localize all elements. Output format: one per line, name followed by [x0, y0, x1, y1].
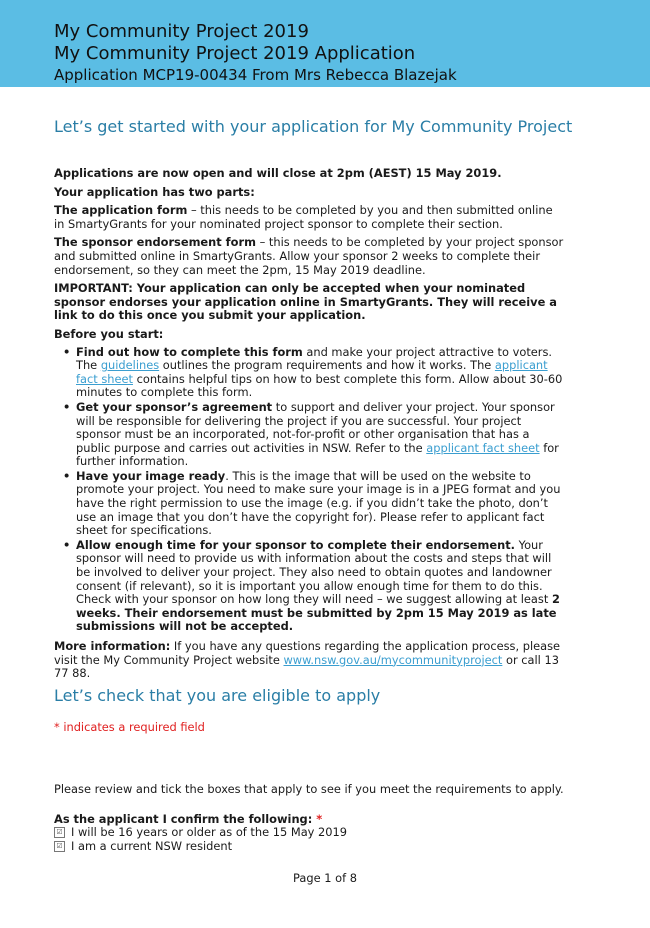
checkbox-checked-icon[interactable]: ☑	[54, 841, 65, 852]
checkbox-checked-icon[interactable]: ☑	[54, 827, 65, 838]
application-form-paragraph: The application form – this needs to be completed by you and then submitted online in SmartyGrants for your nominated project sponsor to complete their section.	[54, 203, 553, 231]
fact-sheet-link[interactable]: applicant fact sheet	[426, 440, 540, 455]
list-item: • Get your sponsor’s agreement to support and deliver your project. Your sponsor will be responsible for delivering the project if you are successful. Your project sponsor must be an incorporated, not-for-profit or other organisation that has a public purpose and carries out activities in NSW. Refer to the applicant fact sheet for further information.	[63, 399, 559, 469]
more-information-paragraph: More information: If you have any questions regarding the application process, please visit the My Community Project website www.nsw.gov.au/mycommunityproject or call 13 77 88.	[54, 639, 561, 681]
before-start-list	[54, 346, 564, 634]
before-start-label: Before you start:	[54, 326, 164, 341]
checkbox-age[interactable]	[54, 825, 347, 839]
page-number: Page 1 of 8	[293, 871, 357, 885]
checkbox-label: I am a current NSW resident	[71, 839, 233, 853]
list-item: • Allow enough time for your sponsor to complete their endorsement. Your sponsor will need to provide us with information about the costs and steps that will be involved to deliver your project. They also need to obtain quotes and landowner consent (if relevant), so it is important you allow enough time for them to do this. Check with your sponsor on how long they will need – we suggest allowing at least 2 weeks. Their endorsement must be submitted by 2pm 15 May 2019 as late submissions will not be accepted.	[63, 537, 560, 634]
sponsor-form-title: The sponsor endorsement form	[54, 235, 256, 250]
bullet-icon: •	[63, 468, 71, 483]
review-instructions: Please review and tick the boxes that apply to see if you meet the requirements to apply.	[54, 782, 564, 796]
form-title: My Community Project 2019 Application	[54, 43, 416, 64]
two-parts-label: Your application has two parts:	[54, 184, 255, 199]
required-star: *	[316, 812, 323, 826]
checkbox-label: I will be 16 years or older as of the 15 May 2019	[71, 825, 348, 839]
website-link[interactable]: www.nsw.gov.au/mycommunityproject	[283, 652, 503, 667]
bullet-icon: •	[63, 344, 71, 359]
sponsor-form-paragraph: The sponsor endorsement form – this needs to be completed by your project sponsor and submitted online in SmartyGrants. Allow your sponsor 2 weeks to complete their endorsement, so they can meet the 2pm, 15 May 2019 deadline.	[54, 235, 564, 277]
header-banner	[0, 0, 650, 87]
application-form-title: The application form	[54, 203, 188, 218]
program-title: My Community Project 2019	[54, 21, 309, 42]
open-notice: Applications are now open and will close at 2pm (AEST) 15 May 2019.	[54, 166, 502, 180]
section-heading-get-started: Let’s get started with your application for My Community Project	[54, 117, 573, 136]
section-heading-eligibility: Let’s check that you are eligible to apply	[54, 686, 381, 705]
application-id: Application MCP19-00434 From Mrs Rebecca Blazejak	[54, 66, 457, 84]
list-item: • Have your image ready. This is the image that will be used on the website to promote your project. You need to make sure your image is in a JPEG format and you have the right permission to use the image (e.g. if you didn’t take the photo, don’t use an image that you don’t have the copyright for). Please refer to applicant fact sheet for specifications.	[63, 468, 561, 538]
intro-content	[54, 167, 564, 686]
fact-sheet-link[interactable]: applicant fact sheet	[76, 358, 548, 386]
guidelines-link[interactable]: guidelines	[100, 358, 160, 373]
list-item: • Find out how to complete this form and make your project attractive to voters. The guidelines outlines the program requirements and how it works. The applicant fact sheet contains helpful tips on how to best complete this form. Allow about 30-60 minutes to complete this form.	[63, 344, 563, 400]
required-field-note: * indicates a required field	[54, 720, 205, 734]
bullet-icon: •	[63, 537, 71, 552]
confirm-label: As the applicant I confirm the following: *	[54, 812, 323, 826]
checkbox-resident[interactable]	[54, 839, 232, 853]
important-notice: IMPORTANT: Your application can only be accepted when your nominated sponsor endorses your application online in SmartyGrants. They will receive a link to do this once you submit your application.	[54, 281, 557, 323]
bullet-icon: •	[63, 399, 71, 414]
